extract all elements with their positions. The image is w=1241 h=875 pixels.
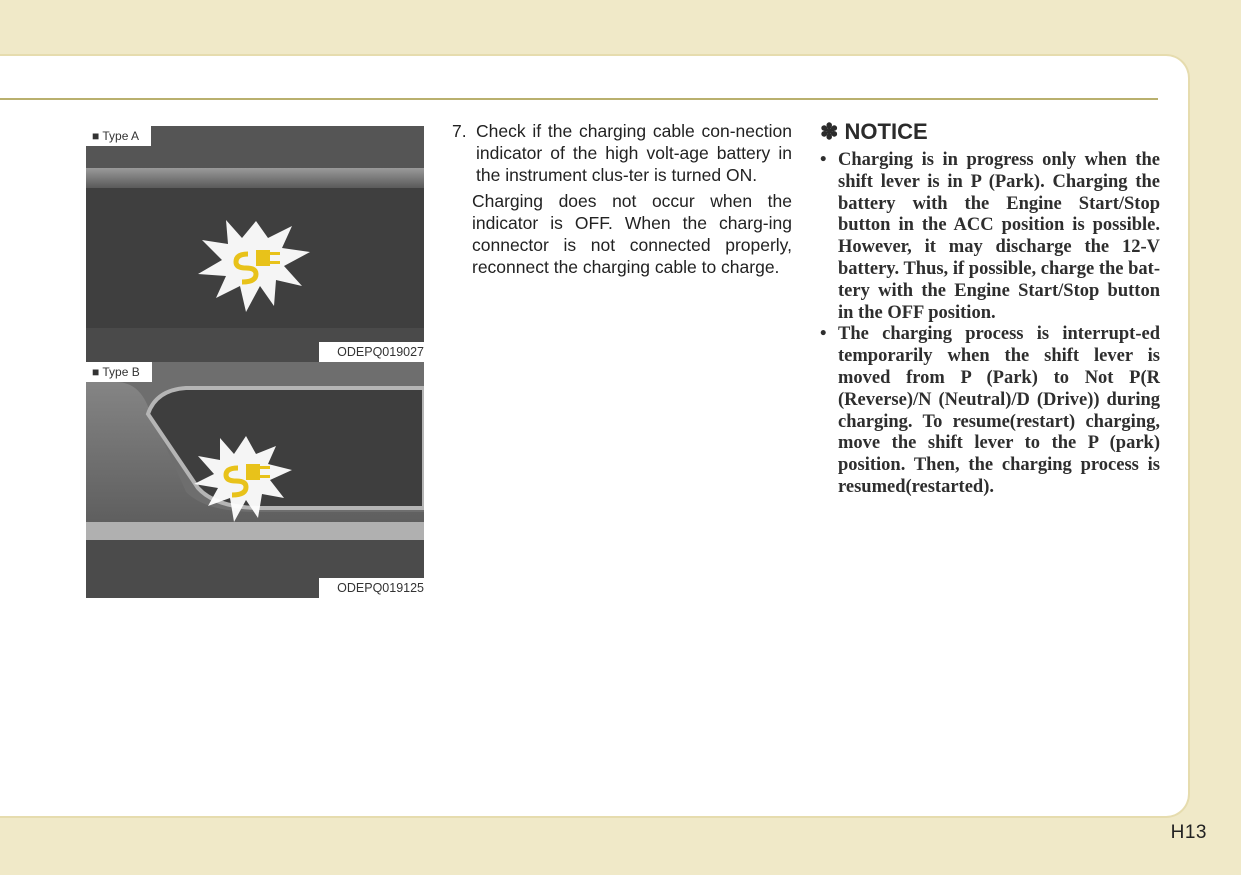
- figure-code: ODEPQ019027: [319, 342, 424, 362]
- notice-item: • Charging is in progress only when the shift lever is in P (Park). Charging the battery with the Engine Start/Stop button in the ACC position is possible. However, it may discharge the 12-V battery. Thus, if possible, charge the bat-tery with the Engine Start/Stop button in the OFF position.: [820, 150, 1160, 324]
- notice-box: [820, 118, 1160, 499]
- cluster-illustration-a: [86, 126, 424, 362]
- step-paragraph: Charging does not occur when the indicator is OFF. When the charg-ing connector is not connected properly, reconnect the charging cable to charge.: [472, 191, 792, 277]
- page-number: H13: [1170, 822, 1207, 843]
- figure-type-b: [86, 362, 424, 598]
- step-number: 7.: [452, 121, 467, 141]
- instruction-step: [452, 120, 792, 278]
- figure-code: ODEPQ019125: [319, 578, 424, 598]
- notice-item: • The charging process is interrupt-ed temporarily when the shift lever is moved from P (Park) to Not P(R (Reverse)/N (Neutral)/D (Drive)) during charging. To resume(restart) charging, move the shift lever to the P (park) position. Then, the charging process is resumed(restarted).: [820, 324, 1160, 498]
- figure-type-label: ■ Type B: [86, 362, 152, 382]
- header-rule: [0, 98, 1158, 100]
- cluster-illustration-b: [86, 362, 424, 598]
- figure-type-a: [86, 126, 424, 362]
- figure-type-label: ■ Type A: [86, 126, 151, 146]
- notice-title: ✽ NOTICE: [820, 119, 928, 144]
- notice-list: [820, 150, 1160, 499]
- step-text: Check if the charging cable con-nection indicator of the high volt-age battery in the instrument clus-ter is turned ON.: [476, 121, 792, 185]
